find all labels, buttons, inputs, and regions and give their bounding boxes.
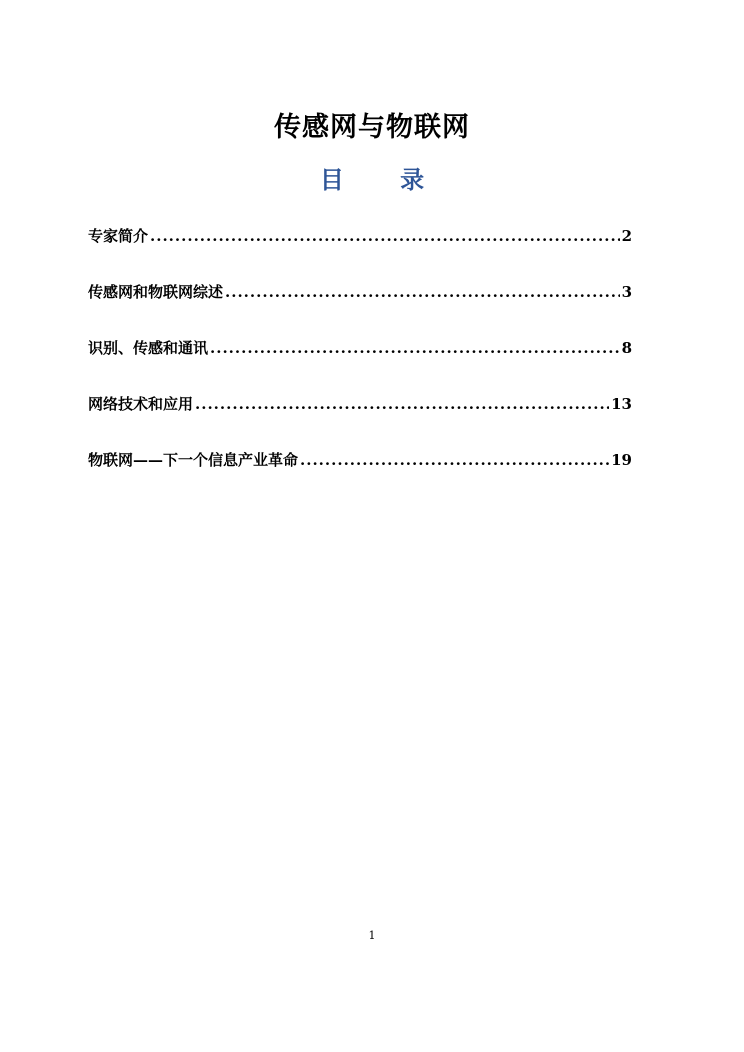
toc-entry-page: 13 <box>611 395 632 413</box>
toc-entry-expert-intro[interactable] <box>88 224 632 280</box>
toc-heading: 目 录 <box>319 165 449 194</box>
toc-entry-overview[interactable] <box>88 280 632 336</box>
toc-entry-label: 物联网——下一个信息产业革命 <box>88 451 299 469</box>
toc-entry-page: 2 <box>621 227 632 245</box>
toc-entry-label: 专家简介 <box>88 227 149 245</box>
toc-dot-leader <box>150 224 620 248</box>
toc-dot-leader <box>225 280 620 304</box>
toc-dot-leader <box>210 336 620 360</box>
toc-entry-page: 3 <box>621 283 632 301</box>
toc-entry-identification[interactable] <box>88 336 632 392</box>
toc-entry-page: 8 <box>621 339 632 357</box>
page-number: 1 <box>368 929 376 942</box>
toc-entry-iot-revolution[interactable] <box>88 448 632 504</box>
toc-entry-page: 19 <box>611 451 632 469</box>
toc-entry-label: 网络技术和应用 <box>88 395 194 413</box>
toc-dot-leader <box>195 392 609 416</box>
toc-entry-label: 识别、传感和通讯 <box>88 339 209 357</box>
toc-entry-label: 传感网和物联网综述 <box>88 283 224 301</box>
page-title: 传感网与物联网 <box>274 112 470 144</box>
table-of-contents <box>88 224 632 504</box>
toc-dot-leader <box>300 448 609 472</box>
toc-entry-network-tech[interactable] <box>88 392 632 448</box>
